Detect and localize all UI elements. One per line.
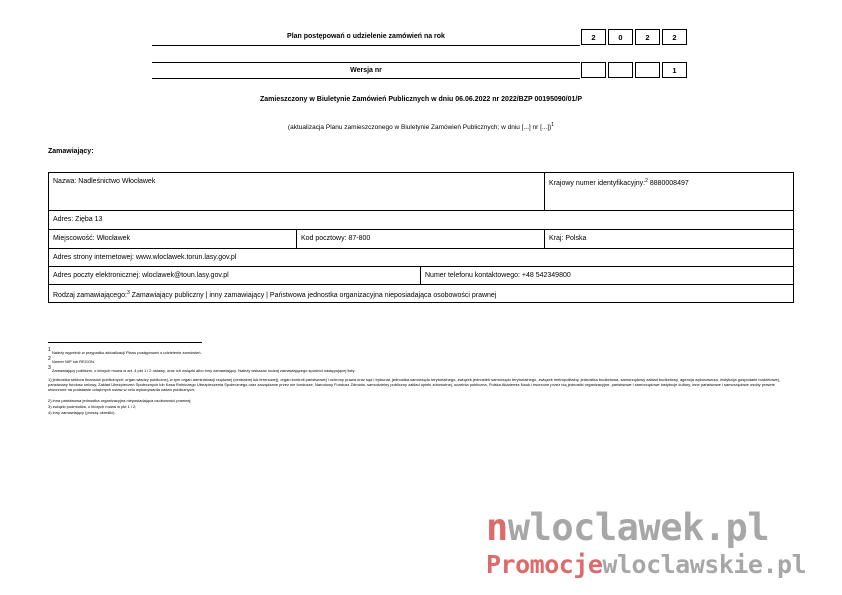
watermark-line-1 — [486, 508, 769, 548]
footnote-text: Zamawiający publiczni, o których mowa w art. 4 pkt 1 i 2 ustawy, oraz ich związki albo inny zamawiający. Należy wskazać rodzaj zamawiającego spośród następującej listy: — [51, 368, 356, 373]
section-title: Zamawiający: — [48, 148, 94, 155]
divider — [152, 78, 580, 79]
nip-cell — [544, 172, 794, 211]
watermark-text: wloclawek.pl — [507, 506, 770, 549]
footnote-ref: 1 — [551, 122, 555, 128]
version-digit: 1 — [662, 62, 687, 78]
year-digit: 2 — [581, 29, 606, 45]
year-digit: 2 — [635, 29, 660, 45]
type-label: Rodzaj zamawiającego: — [53, 292, 127, 299]
name-cell: Nazwa: Nadleśnictwo Włocławek — [48, 172, 545, 211]
footnote-text: Numer NIP lub REGON. — [51, 359, 95, 364]
footnote-number: 1 — [48, 347, 51, 353]
watermark-prefix: Promocje — [486, 550, 603, 579]
footnote-1 — [48, 348, 793, 355]
phone-cell: Numer telefonu kontaktowego: +48 542349800 — [420, 266, 794, 285]
website-cell: Adres strony internetowej: www.wloclawek.torun.lasy.gov.pl — [48, 248, 794, 267]
divider — [152, 62, 580, 63]
divider — [152, 45, 580, 46]
footnote-list-item: 1) jednostka sektora finansów publicznych: organ władzy publicznej, w tym organ administracji rządowej (centralnej lub terenowej), organ kontroli państwowej i ochrony prawa oraz sąd i trybunał, jednostka samorządu terytorialnego, związek jednostek samorządu terytorialnego, związek metropolitalny, jednostka budżetowa, samorządowy zakład budżetowy, agencja wykonawcza, instytucja gospodarki budżetowej, państwowy fundusz celowy, Zakład Ubezpieczeń Społecznych lub Kasa Rolniczego Ubezpieczenia Społecznego oraz zarządzane przez nie fundusze, Narodowy Fundusz Zdrowia, samodzielny publiczny zakład opieki zdrowotnej, uczelnia publiczna, Polska Akademia Nauk i tworzone przez nią jednostki organizacyjne, państwowe i samorządowe instytucje kultury, inne państwowe i samorządowe osoby prawne utworzone na podstawie odrębnych ustaw w celu wykonywania zadań publicznych; — [48, 377, 780, 392]
postal-code-cell: Kod pocztowy: 87-800 — [296, 229, 545, 249]
version-label: Wersja nr — [350, 67, 382, 74]
type-cell — [48, 284, 794, 303]
year-digit: 2 — [662, 29, 687, 45]
footnote-2 — [48, 357, 793, 364]
footnote-number: 2 — [48, 356, 51, 362]
type-value: Zamawiający publiczny | inny zamawiający | Państwowa jednostka organizacyjna nieposiadająca osobowości prawnej — [129, 292, 497, 299]
version-digit — [581, 62, 606, 78]
update-info — [0, 122, 842, 131]
email-cell: Adres poczty elektronicznej: wloclawek@toun.lasy.gov.pl — [48, 266, 421, 285]
footnote-list-item: 2) inna państwowa jednostka organizacyjna nieposiadająca osobowości prawnej; — [48, 398, 192, 403]
watermark-line-2 — [486, 550, 806, 580]
version-boxes — [581, 62, 690, 78]
footnote-divider — [48, 342, 202, 343]
footnote-3 — [48, 366, 793, 373]
footnote-list-item: 4) inny zamawiający (proszę określić). — [48, 410, 116, 415]
version-digit — [608, 62, 633, 78]
version-digit — [635, 62, 660, 78]
nip-value: 8880008497 — [647, 180, 689, 187]
address-cell: Adres: Zięba 13 — [48, 210, 794, 230]
city-cell: Miejscowość: Włocławek — [48, 229, 297, 249]
footnote-number: 3 — [48, 365, 51, 371]
year-boxes — [581, 29, 690, 45]
watermark-text: wloclawskie.pl — [602, 550, 807, 579]
year-digit: 0 — [608, 29, 633, 45]
plan-title: Plan postępowań o udzielenie zamówień na rok — [287, 33, 445, 40]
watermark-prefix: n — [486, 506, 508, 549]
update-text: (aktualizacja Planu zamieszczonego w Biuletynie Zamówień Publicznych; w dniu [...] nr [...]) — [287, 124, 552, 131]
footnote-ref: 2 — [645, 178, 648, 184]
footnote-ref: 3 — [126, 290, 130, 296]
publication-info: Zamieszczony w Biuletynie Zamówień Publicznych w dniu 06.06.2022 nr 2022/BZP 00195090/01/P — [259, 96, 582, 103]
nip-label: Krajowy numer identyfikacyjny: — [549, 180, 646, 187]
country-cell: Kraj: Polska — [544, 229, 794, 249]
footnote-text: Należy wypełnić w przypadku aktualizacji Planu postępowań o udzielenie zamówień. — [51, 350, 202, 355]
footnote-list-item: 3) związki podmiotów, o których mowa w pkt 1 i 2; — [48, 404, 137, 409]
